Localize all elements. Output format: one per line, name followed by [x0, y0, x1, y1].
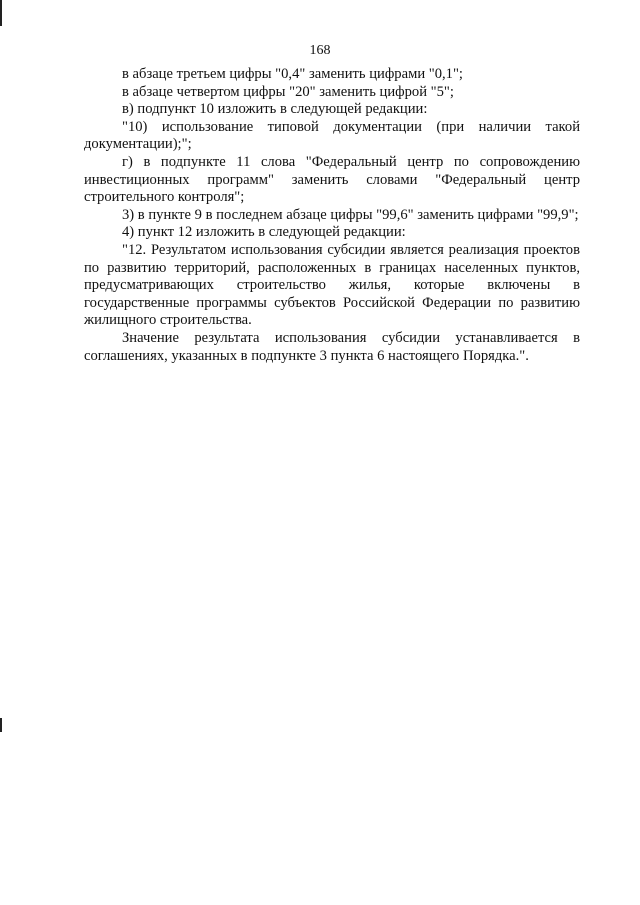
paragraph-9: Значение результата использования субсидии устанавливается в соглашениях, указанных в подпункте 3 пункта 6 настоящего Порядка.". [84, 329, 580, 364]
document-body [84, 66, 580, 365]
paragraph-6: 3) в пункте 9 в последнем абзаце цифры "99,6" заменить цифрами "99,9"; [122, 206, 579, 223]
paragraph-4: "10) использование типовой документации (при наличии такой документации);"; [84, 118, 580, 153]
paragraph-8: "12. Результатом использования субсидии является реализация проектов по развитию территорий, расположенных в границах населенных пунктов, предусматривающих строительство жилья, которые включены в государственные программы субъектов Российской Федерации по развитию жилищного строительства. [84, 241, 580, 329]
paragraph-1: в абзаце третьем цифры "0,4" заменить цифрами "0,1"; [122, 66, 463, 82]
paragraph-2: в абзаце четвертом цифры "20" заменить цифрой "5"; [122, 83, 454, 100]
paragraph-3: в) подпункт 10 изложить в следующей редакции: [122, 101, 428, 118]
scan-edge-mark-top [0, 0, 2, 26]
paragraph-7: 4) пункт 12 изложить в следующей редакции: [122, 224, 406, 241]
scan-edge-mark-middle [0, 718, 2, 732]
paragraph-5: г) в подпункте 11 слова "Федеральный центр по сопровождению инвестиционных программ" заменить словами "Федеральный центр строительного контроля"; [84, 153, 580, 206]
page-number: 168 [309, 43, 331, 58]
